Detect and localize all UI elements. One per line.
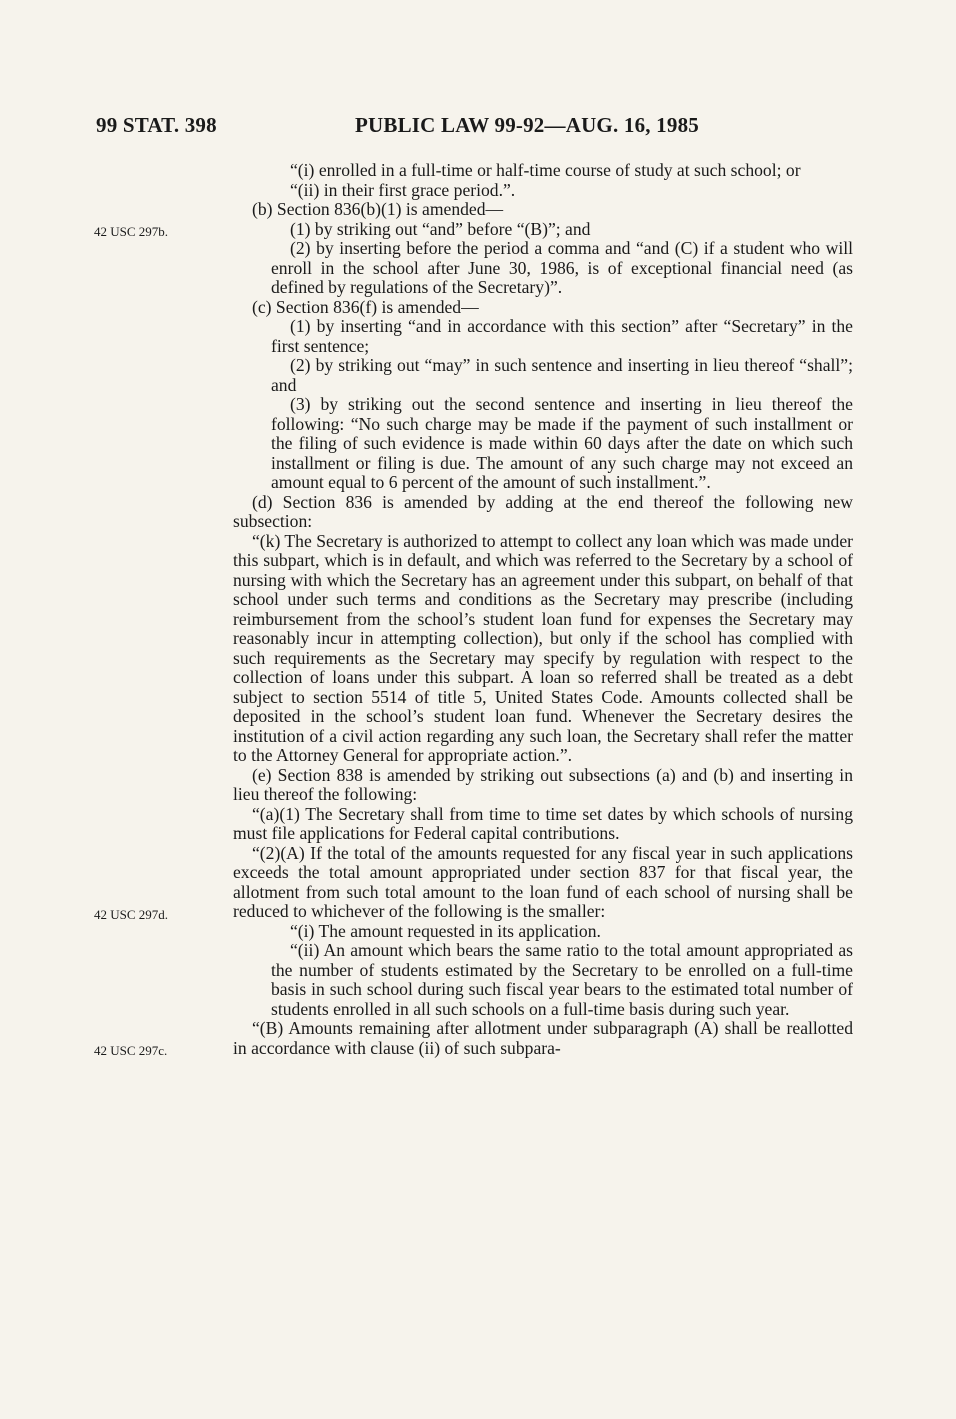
section-paragraph: (c) Section 836(f) is amended—	[252, 296, 479, 317]
clause-paragraph: “(ii) in their first grace period.”.	[290, 179, 516, 200]
section-paragraph: (d) Section 836 is amended by adding at the end thereof the following new subsection:	[233, 491, 853, 531]
item-paragraph: (1) by inserting “and in accordance with this section” after “Secretary” in the first sentence;	[271, 316, 853, 356]
section-paragraph: (e) Section 838 is amended by striking out subsections (a) and (b) and inserting in lieu thereof the following:	[233, 764, 853, 804]
statute-page-number: 99 STAT. 398	[96, 113, 217, 137]
item-paragraph: (3) by striking out the second sentence and inserting in lieu thereof the following: “No such charge may be made if the payment of such installment or the filing of such evidence is made within 60 days after the date on which such installment or filing is due. The amount of any such charge may not exceed an amount equal to 6 percent of the amount of such installment.”.	[271, 394, 853, 492]
statute-text	[233, 161, 853, 1058]
clause-paragraph: “(i) The amount requested in its application.	[290, 920, 601, 941]
clause-paragraph: “(i) enrolled in a full-time or half-time course of study at such school; or	[290, 160, 801, 180]
quoted-subsection: “(2)(A) If the total of the amounts requested for any fiscal year in such applications exceeds the total amount appropriated under section 837 for that fiscal year, the allotment from such total amount to the loan fund of each school of nursing shall be reduced to whichever of the following is the smaller:	[233, 842, 853, 921]
section-paragraph: (b) Section 836(b)(1) is amended—	[252, 199, 504, 219]
margin-citation: 42 USC 297b.	[94, 224, 169, 239]
margin-citation: 42 USC 297d.	[94, 907, 169, 922]
item-paragraph: (2) by inserting before the period a comma and “and (C) if a student who will enroll in the school after June 30, 1986, is of exceptional financial need (as defined by regulations of the Secretary)”.	[271, 238, 853, 297]
clause-paragraph: “(ii) An amount which bears the same ratio to the total amount appropriated as the number of students estimated by the Secretary to be enrolled on a full-time basis in such school during such fiscal year bears to the estimated total number of students enrolled in all such schools on a full-time basis during such year.	[271, 940, 853, 1019]
public-law-heading: PUBLIC LAW 99-92—AUG. 16, 1985	[355, 113, 699, 137]
margin-citation: 42 USC 297c.	[94, 1043, 168, 1058]
item-paragraph: (2) by striking out “may” in such sentence and inserting in lieu thereof “shall”; and	[271, 355, 853, 395]
quoted-subsection: “(k) The Secretary is authorized to attempt to collect any loan which was made under this subpart, which is in default, and which was referred to the Secretary by a school of nursing with which the Secretary has an agreement under this subpart, on behalf of that school under such terms and conditions as the Secretary may prescribe (including reimbursement from the school’s student loan fund for expenses the Secretary may reasonably incur in attempting collection), but only if the school has complied with such requirements as the Secretary may specify by regulation with respect to the collection of loans under this subpart. A loan so referred shall be treated as a debt subject to section 5514 of title 5, United States Code. Amounts collected shall be deposited in the school’s student loan fund. Whenever the Secretary desires the institution of a civil action regarding any such loan, the Secretary shall refer the matter to the Attorney General for appropriate action.”.	[233, 530, 853, 765]
quoted-subsection: “(a)(1) The Secretary shall from time to time set dates by which schools of nursing must file applications for Federal capital contributions.	[233, 803, 853, 843]
page-header	[96, 113, 856, 143]
item-paragraph: (1) by striking out “and” before “(B)”; and	[290, 218, 591, 239]
quoted-subsection: “(B) Amounts remaining after allotment under subparagraph (A) shall be reallotted in accordance with clause (ii) of such subpara-	[233, 1018, 853, 1058]
